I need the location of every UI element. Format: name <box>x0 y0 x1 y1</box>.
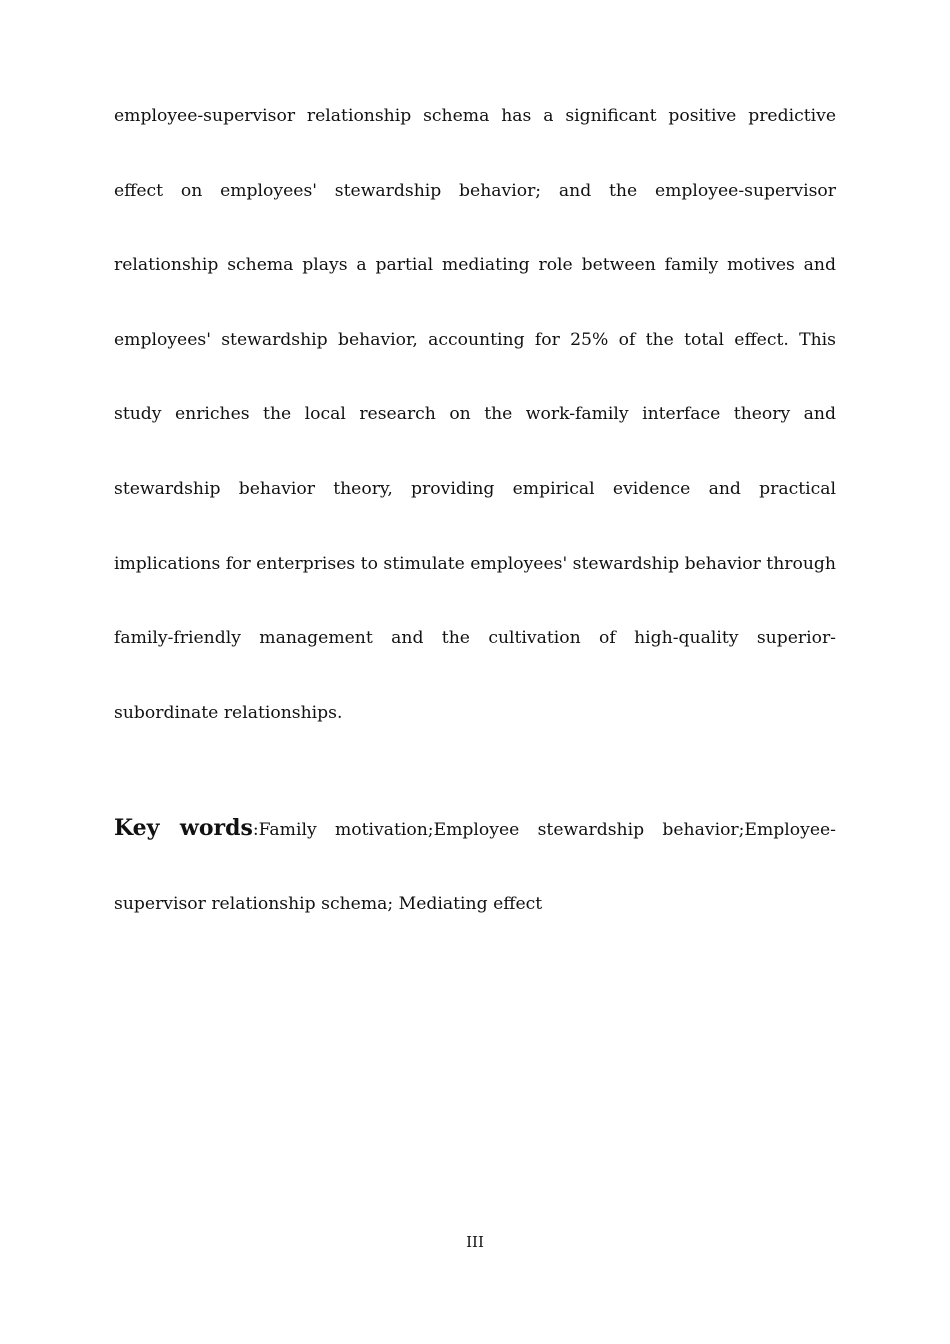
abstract-paragraph: employee-supervisor relationship schema has a significant positive predictive effect on employees' stewardship behavior; and the employee-supervisor relationship schema plays a partial mediating role between family motives and employees' stewardship behavior, accounting for 25% of the total effect. This study enriches the local research on the work-family interface theory and stewardship behavior theory, providing empirical evidence and practical implications for enterprises to stimulate employees' stewardship behavior through family-friendly management and the cultivation of high-quality superior-subordinate relationships. <box>114 106 836 723</box>
keywords-paragraph <box>114 791 836 941</box>
keywords-separator: : <box>252 820 259 840</box>
keywords-label: Key words <box>114 815 253 841</box>
keywords-text: Family motivation;Employee stewardship behavior;Employee-supervisor relationship schema; Mediating effect <box>114 820 836 914</box>
page-number: III <box>466 1233 484 1251</box>
